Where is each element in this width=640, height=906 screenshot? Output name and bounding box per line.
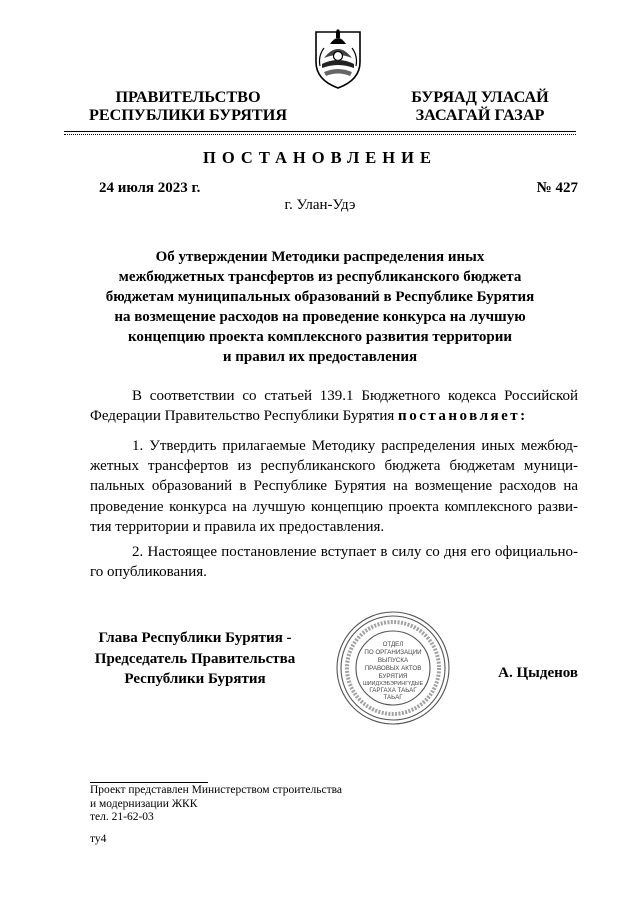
government-name-buryat [380,88,580,124]
stamp-text: ПРАВОВЫХ АКТОВ [364,665,422,672]
paragraph-line: жетных трансфертов из республиканского бюджета бюджетам муници- [90,458,578,475]
paragraph-line [90,406,578,426]
signatory-title-line1: Глава Республики Бурятия - [98,630,292,646]
paragraph-line: В соответствии со статьей 139.1 Бюджетного кодекса Российской [132,388,578,404]
document-date: 24 июля 2023 г. [99,180,201,196]
preamble-text: Федерации Правительство Республики Бурятия [90,408,399,425]
header-divider [64,131,576,132]
document-tag: ту4 [90,833,107,845]
header-left-line2: РЕСПУБЛИКИ БУРЯТИЯ [88,106,288,124]
signatory-title-line2: Председатель Правительства [94,650,296,667]
document-number: № 427 [536,180,578,196]
subject-line: и правил их предоставления [222,349,418,365]
subject-line: концепцию проекта комплексного развития территории [127,329,513,345]
paragraph-line: 2. Настоящее постановление вступает в силу со дня его официально- [132,544,578,560]
document-city: г. Улан-Удэ [284,197,356,213]
resolves-keyword: постановляет: [398,408,528,425]
document-subject [90,247,550,367]
paragraph-line: пальных образований в Республике Бурятия на возмещение расходов на [90,478,578,495]
official-stamp [333,609,453,727]
stamp-text: ТАЬАГ [383,694,403,701]
header-right-line2: ЗАСАГАЙ ГАЗАР [415,106,545,124]
subject-line: межбюджетных трансфертов из республиканского бюджета [118,269,522,285]
signatory-title [80,628,310,690]
stamp-text: БУРЯТИЯ [378,673,408,680]
buryatia-coat-of-arms-icon [312,26,364,90]
paragraph-line: тия территории и правила их предоставления. [90,518,385,535]
paragraph-line: 1. Утвердить прилагаемые Методику распределения иных межбюд- [132,438,578,454]
stamp-text: ОТДЕЛ [382,641,404,648]
clause-2-paragraph [90,542,578,582]
government-name-russian [78,88,298,124]
stamp-text: ГАРГАХА ТАЬАГ [369,687,417,694]
preamble-paragraph [90,386,578,426]
footnote-line2: и модернизации ЖКК [90,797,198,810]
footnote [90,784,342,825]
header-left-line1: ПРАВИТЕЛЬСТВО [115,88,261,106]
clause-1-paragraph [90,436,578,537]
document-type-title: ПОСТАНОВЛЕНИЕ [203,148,437,167]
subject-line: Об утверждении Методики распределения иных [155,249,485,265]
footnote-divider [90,782,208,783]
header-divider-dotted [64,134,576,135]
subject-line: бюджетам муниципальных образований в Республике Бурятия [105,289,535,305]
subject-line: на возмещение расходов на проведение конкурса на лучшую [114,309,526,325]
paragraph-line: го опубликования. [90,564,207,581]
footnote-line1: Проект представлен Министерством строительства [90,784,343,796]
paragraph-line: проведение конкурса на лучшую концепцию проекта комплексного разви- [90,498,578,515]
footnote-line3: тел. 21-62-03 [90,811,154,823]
header-right-line1: БУРЯАД УЛАСАЙ [411,88,549,106]
stamp-text: ПО ОРГАНИЗАЦИИ [364,649,422,656]
signatory-name: А. Цыденов [498,665,578,681]
stamp-text: ШИИДХЭБЭРИНГҮДЫЕ [362,681,424,687]
stamp-text: ВЫПУСКА [377,657,409,664]
signatory-title-line3: Республики Бурятия [124,671,266,687]
